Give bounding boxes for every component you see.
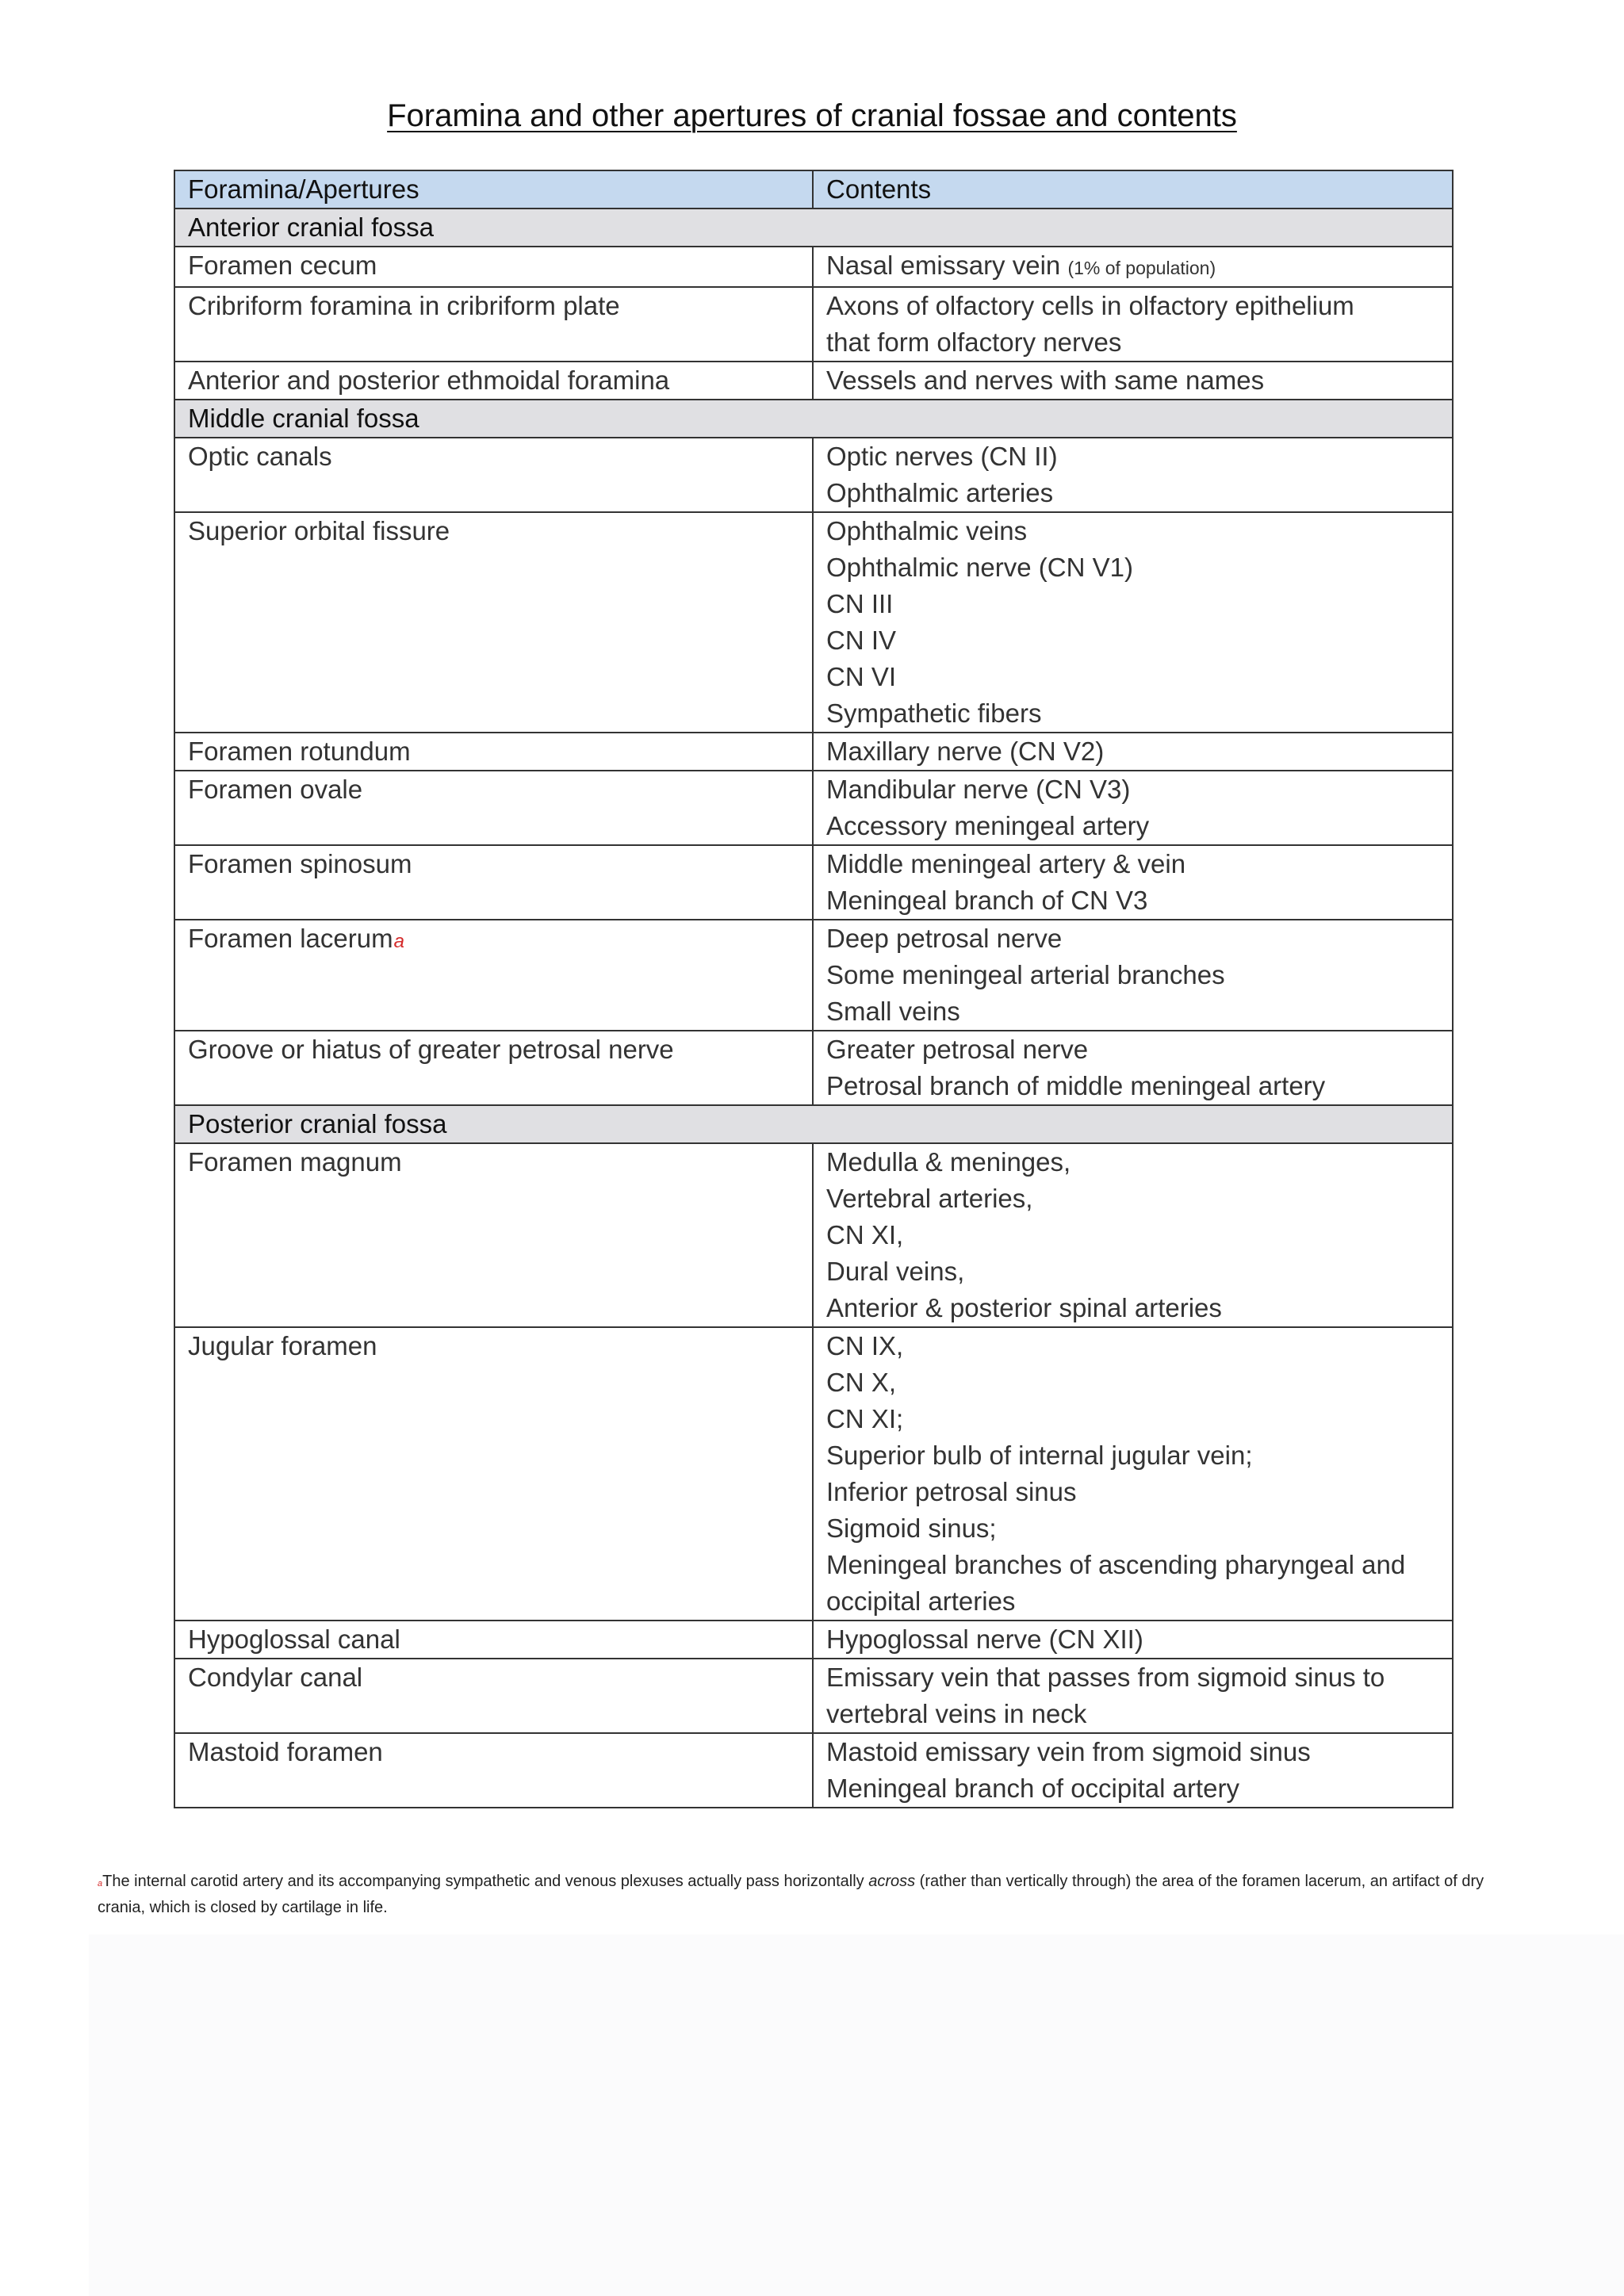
footnote-text-after: (rather than vertically through) the area of the foramen lacerum, an artifact of dry crania, which is closed by cartilage in life. — [98, 1873, 1484, 1916]
contents-line: Mandibular nerve (CN V3) — [826, 775, 1131, 804]
contents-line: Emissary vein that passes from sigmoid sinus to — [826, 1663, 1385, 1692]
aperture-cell: Cribriform foramina in cribriform plate — [174, 287, 813, 362]
table-row — [174, 845, 1453, 920]
contents-cell — [813, 1659, 1453, 1733]
contents-line: Sigmoid sinus; — [826, 1513, 997, 1543]
table-row — [174, 733, 1453, 771]
contents-line: Middle meningeal artery & vein — [826, 849, 1186, 878]
contents-cell — [813, 1031, 1453, 1105]
contents-line: Meningeal branches of ascending pharyngeal and — [826, 1550, 1406, 1579]
aperture-cell: Foramen cecum — [174, 247, 813, 287]
contents-line: CN IX, — [826, 1331, 904, 1360]
contents-cell — [813, 287, 1453, 362]
contents-cell — [813, 845, 1453, 920]
population-note: (1% of population) — [1067, 258, 1216, 278]
aperture-cell: Groove or hiatus of greater petrosal nerve — [174, 1031, 813, 1105]
contents-cell — [813, 1621, 1453, 1659]
aperture-cell: Optic canals — [174, 438, 813, 512]
contents-cell — [813, 247, 1453, 287]
contents-line: Greater petrosal nerve — [826, 1035, 1089, 1064]
contents-cell — [813, 1327, 1453, 1621]
contents-line: Sympathetic fibers — [826, 698, 1042, 728]
contents-line: CN VI — [826, 662, 897, 691]
aperture-cell: Anterior and posterior ethmoidal foramina — [174, 362, 813, 400]
contents-line: Nasal emissary vein — [826, 251, 1061, 280]
table-header-row — [174, 170, 1453, 209]
contents-cell — [813, 771, 1453, 845]
footnote-emphasis: across — [868, 1873, 916, 1890]
contents-line: occipital arteries — [826, 1586, 1016, 1616]
table-row — [174, 1621, 1453, 1659]
aperture-cell — [174, 920, 813, 1031]
aperture-cell: Foramen spinosum — [174, 845, 813, 920]
contents-line: CN X, — [826, 1368, 897, 1397]
contents-line: Optic nerves (CN II) — [826, 442, 1058, 471]
aperture-cell: Superior orbital fissure — [174, 512, 813, 733]
contents-line: Some meningeal arterial branches — [826, 960, 1225, 989]
footnote — [98, 1869, 1525, 1919]
contents-line: Mastoid emissary vein from sigmoid sinus — [826, 1737, 1311, 1766]
contents-line: Superior bulb of internal jugular vein; — [826, 1441, 1253, 1470]
contents-line: Meningeal branch of CN V3 — [826, 886, 1148, 915]
contents-line: Maxillary nerve (CN V2) — [826, 737, 1105, 766]
table-row — [174, 1031, 1453, 1105]
table-row — [174, 512, 1453, 733]
contents-line: Petrosal branch of middle meningeal artery — [826, 1071, 1326, 1100]
contents-line: Accessory meningeal artery — [826, 811, 1150, 840]
aperture-cell: Hypoglossal canal — [174, 1621, 813, 1659]
column-header-apertures: Foramina/Apertures — [174, 170, 813, 209]
aperture-cell: Foramen rotundum — [174, 733, 813, 771]
page-title: Foramina and other apertures of cranial fossae and contents — [387, 98, 1237, 133]
contents-line: Inferior petrosal sinus — [826, 1477, 1077, 1506]
aperture-label: Foramen lacerum — [188, 924, 393, 953]
contents-line: Dural veins, — [826, 1257, 965, 1286]
contents-line: Ophthalmic nerve (CN V1) — [826, 553, 1133, 582]
contents-line: that form olfactory nerves — [826, 327, 1122, 357]
contents-line: vertebral veins in neck — [826, 1699, 1087, 1728]
contents-cell — [813, 920, 1453, 1031]
foramina-table — [174, 170, 1454, 1808]
contents-cell — [813, 438, 1453, 512]
section-title: Anterior cranial fossa — [174, 209, 1453, 247]
contents-line: Axons of olfactory cells in olfactory epithelium — [826, 291, 1354, 320]
contents-line: Deep petrosal nerve — [826, 924, 1063, 953]
table-row — [174, 1733, 1453, 1808]
page-background-shade — [89, 1934, 1624, 2296]
contents-line: CN III — [826, 589, 894, 618]
section-row-posterior — [174, 1105, 1453, 1143]
table-row — [174, 920, 1453, 1031]
table-row — [174, 438, 1453, 512]
aperture-cell: Condylar canal — [174, 1659, 813, 1733]
aperture-cell: Foramen ovale — [174, 771, 813, 845]
contents-line: CN IV — [826, 626, 897, 655]
footnote-marker: a — [393, 931, 404, 952]
contents-line: Anterior & posterior spinal arteries — [826, 1293, 1222, 1322]
contents-cell — [813, 1143, 1453, 1327]
contents-line: Small veins — [826, 997, 960, 1026]
aperture-cell: Mastoid foramen — [174, 1733, 813, 1808]
footnote-marker: a — [98, 1879, 103, 1888]
contents-line: Meningeal branch of occipital artery — [826, 1774, 1239, 1803]
footnote-text-before: The internal carotid artery and its accompanying sympathetic and venous plexuses actually pass horizontally — [102, 1873, 869, 1890]
contents-line: Ophthalmic veins — [826, 516, 1028, 545]
table-row — [174, 771, 1453, 845]
table-row — [174, 1143, 1453, 1327]
section-title: Middle cranial fossa — [174, 400, 1453, 438]
table-row — [174, 1659, 1453, 1733]
contents-cell — [813, 733, 1453, 771]
contents-cell — [813, 362, 1453, 400]
section-row-middle — [174, 400, 1453, 438]
section-row-anterior — [174, 209, 1453, 247]
contents-line: Vessels and nerves with same names — [826, 365, 1265, 395]
table-row — [174, 362, 1453, 400]
contents-line: Ophthalmic arteries — [826, 478, 1054, 507]
contents-line: Medulla & meninges, — [826, 1147, 1071, 1177]
table-row — [174, 1327, 1453, 1621]
contents-cell — [813, 512, 1453, 733]
contents-line: CN XI; — [826, 1404, 904, 1433]
contents-line: Hypoglossal nerve (CN XII) — [826, 1624, 1143, 1654]
section-title: Posterior cranial fossa — [174, 1105, 1453, 1143]
table-row — [174, 287, 1453, 362]
contents-line: CN XI, — [826, 1220, 904, 1249]
aperture-cell: Foramen magnum — [174, 1143, 813, 1327]
table-row — [174, 247, 1453, 287]
contents-line: Vertebral arteries, — [826, 1184, 1033, 1213]
aperture-cell: Jugular foramen — [174, 1327, 813, 1621]
contents-cell — [813, 1733, 1453, 1808]
column-header-contents: Contents — [813, 170, 1453, 209]
